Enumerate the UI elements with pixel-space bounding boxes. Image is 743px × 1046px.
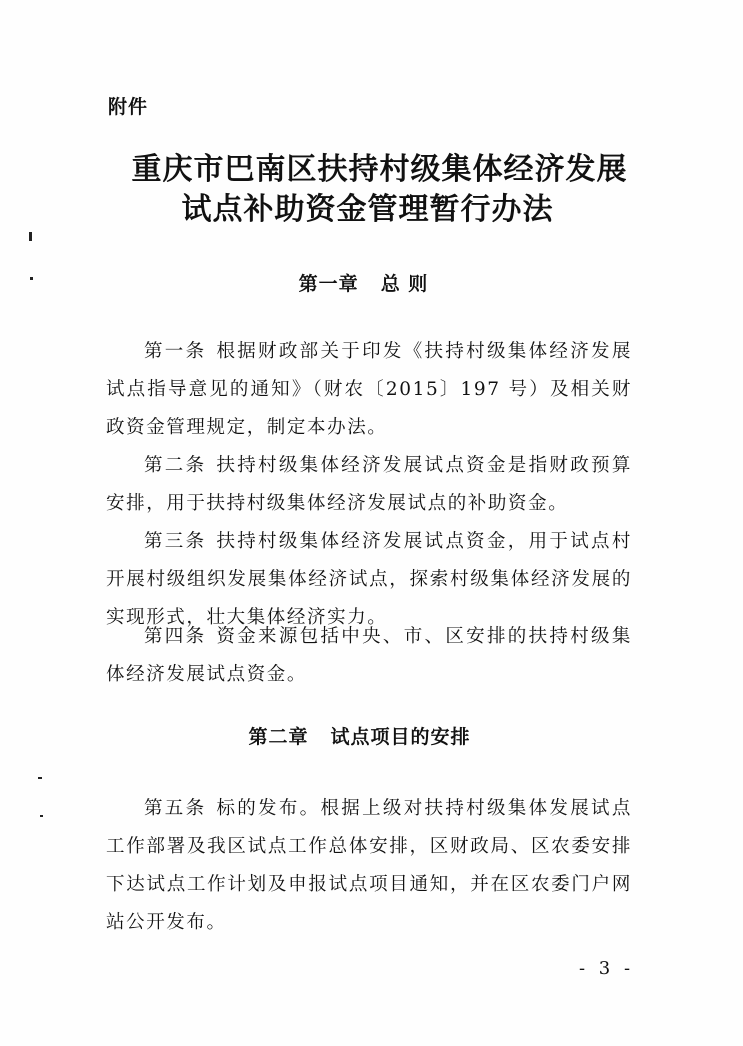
attachment-label: 附件 bbox=[108, 96, 149, 118]
scan-mark bbox=[38, 777, 42, 779]
article-4-label: 第四条 bbox=[144, 626, 207, 647]
article-4 bbox=[106, 618, 632, 694]
article-2-text: 扶持村级集体经济发展试点资金是指财政预算安排，用于扶持村级集体经济发展试点的补助资金。 bbox=[106, 455, 632, 514]
article-5 bbox=[106, 790, 632, 942]
document-title-line-2: 试点补助资金管理暂行办法 bbox=[181, 192, 554, 227]
page-number: - 3 - bbox=[579, 958, 635, 979]
scan-mark bbox=[29, 232, 32, 241]
article-2 bbox=[106, 447, 632, 523]
article-3-text: 扶持村级集体经济发展试点资金，用于试点村开展村级组织发展集体经济试点，探索村级集体经济发展的实现形式，壮大集体经济实力。 bbox=[106, 531, 632, 628]
chapter-2-name: 试点项目的安排 bbox=[330, 726, 471, 748]
article-1 bbox=[106, 333, 632, 447]
article-4-text: 资金来源包括中央、市、区安排的扶持村级集体经济发展试点资金。 bbox=[106, 626, 632, 685]
article-5-label: 第五条 bbox=[144, 798, 207, 819]
chapter-1-name: 总 则 bbox=[380, 273, 429, 295]
chapter-1-number: 第一章 bbox=[298, 273, 359, 295]
article-3-label: 第三条 bbox=[144, 531, 207, 552]
article-2-label: 第二条 bbox=[144, 455, 207, 476]
article-5-text: 标的发布。根据上级对扶持村级集体发展试点工作部署及我区试点工作总体安排，区财政局、区农委安排下达试点工作计划及申报试点项目通知，并在区农委门户网站公开发布。 bbox=[106, 798, 632, 933]
chapter-1-heading bbox=[0, 269, 735, 296]
chapter-2-heading bbox=[0, 722, 731, 749]
document-title-line-1: 重庆市巴南区扶持村级集体经济发展 bbox=[131, 152, 628, 187]
chapter-2-number: 第二章 bbox=[248, 726, 309, 748]
scan-mark bbox=[40, 815, 43, 817]
article-1-label: 第一条 bbox=[144, 341, 207, 362]
article-1-text: 根据财政部关于印发《扶持村级集体经济发展试点指导意见的通知》（财农〔2015〕197 号）及相关财政资金管理规定，制定本办法。 bbox=[106, 341, 632, 438]
